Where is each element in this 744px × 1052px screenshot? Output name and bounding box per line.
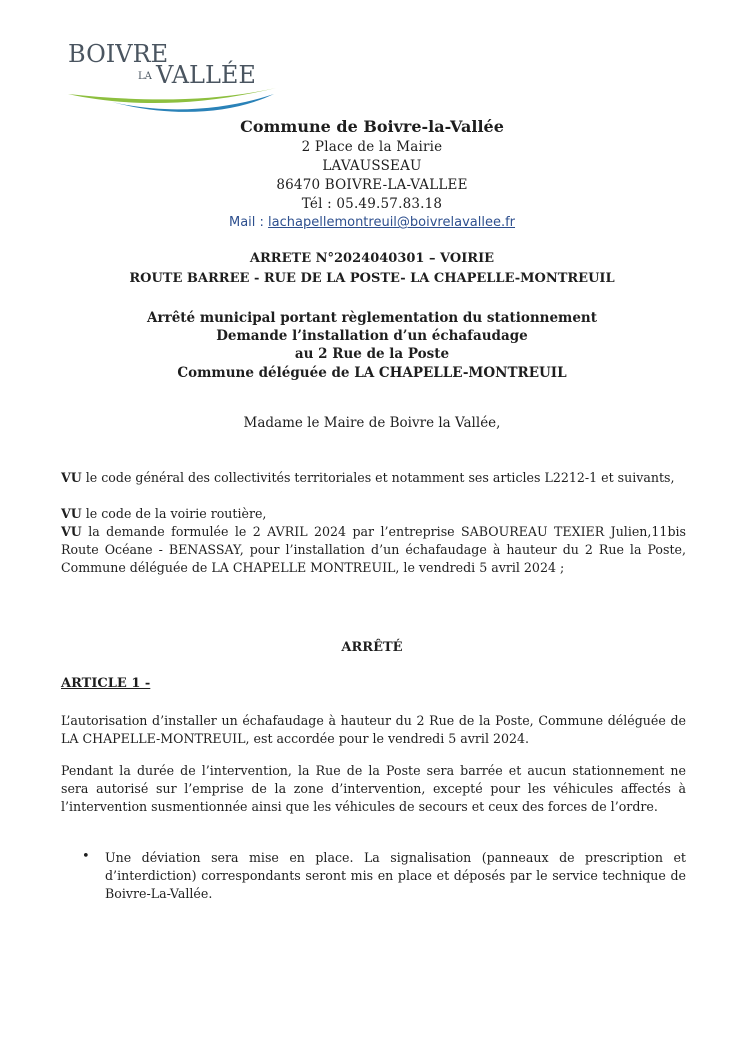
consideration-text: la demande formulée le 2 AVRIL 2024 par l’entreprise SABOUREAU TEXIER Julien,11bis Route Océane - BENASSAY, pour l’installation d’un échafaudage à hauteur du 2 Rue la Poste, Commune déléguée de LA CHAPELLE MONTREUIL, le vendredi 5 avril 2024 ;: [61, 524, 686, 575]
consideration-1: [61, 469, 686, 487]
subject-line-4: Commune déléguée de LA CHAPELLE-MONTREUIL: [177, 365, 567, 381]
article-1-paragraph-2: Pendant la durée de l’intervention, la Rue de la Poste sera barrée et aucun stationnement ne sera autorisé sur l’emprise de la zone d’intervention, excepté pour les véhicules affectés à l’intervention susmentionnée ainsi que les véhicules de secours et ceux des forces de l’ordre.: [61, 763, 686, 814]
decision-heading: ARRÊTÉ: [341, 640, 403, 655]
mail-line: [0, 214, 744, 230]
consideration-prefix: VU: [61, 506, 82, 521]
subject-line-1: Arrêté municipal portant règlementation du stationnement: [147, 310, 597, 326]
commune-name: Commune de Boivre-la-Vallée: [240, 117, 504, 136]
mail-label: Mail :: [228, 215, 269, 230]
consideration-2: [61, 505, 686, 523]
mail-link[interactable]: lachapellemontreuil@boivrelavallee.fr: [268, 215, 516, 230]
consideration-text: le code général des collectivités territoriales et notamment ses articles L2212-1 et suivants,: [81, 470, 675, 485]
decree-subject-road: ROUTE BARREE - RUE DE LA POSTE- LA CHAPELLE-MONTREUIL: [129, 271, 615, 286]
subject-line-2: Demande l’installation d’un échafaudage: [216, 328, 528, 344]
consideration-prefix: VU: [61, 470, 82, 485]
decree-number: ARRETE N°2024040301 – VOIRIE: [249, 251, 495, 266]
article-1-heading: ARTICLE 1 -: [61, 676, 151, 691]
consideration-prefix: VU: [61, 524, 82, 539]
phone-number: Tél : 05.49.57.83.18: [301, 196, 443, 212]
article-1-paragraph-1: L’autorisation d’installer un échafaudage à hauteur du 2 Rue de la Poste, Commune déléguée de LA CHAPELLE-MONTREUIL, est accordée pour le vendredi 5 avril 2024.: [61, 713, 686, 746]
salutation: Madame le Maire de Boivre la Vallée,: [243, 415, 501, 431]
logo-wave-green: [68, 88, 276, 103]
commune-logo: [62, 36, 284, 118]
bullet-marker: •: [82, 849, 90, 864]
consideration-3: [61, 523, 686, 577]
logo-wave-blue: [112, 94, 274, 112]
address-line-2: LAVAUSSEAU: [322, 158, 422, 174]
subject-line-3: au 2 Rue de la Poste: [294, 346, 450, 362]
logo-graphic: [62, 36, 284, 118]
consideration-text: le code de la voirie routière,: [81, 506, 267, 521]
logo-line2: VALLÉE: [156, 61, 256, 89]
article-1-bullet-1: Une déviation sera mise en place. La signalisation (panneaux de prescription et d’interdiction) correspondants seront mis en place et déposés par le service technique de Boivre-La-Vallée.: [105, 850, 686, 901]
logo-line1: BOIVRE: [68, 40, 169, 68]
logo-line2-small: LA: [138, 71, 152, 82]
address-line-3: 86470 BOIVRE-LA-VALLEE: [276, 177, 468, 193]
address-line-1: 2 Place de la Mairie: [301, 139, 443, 155]
